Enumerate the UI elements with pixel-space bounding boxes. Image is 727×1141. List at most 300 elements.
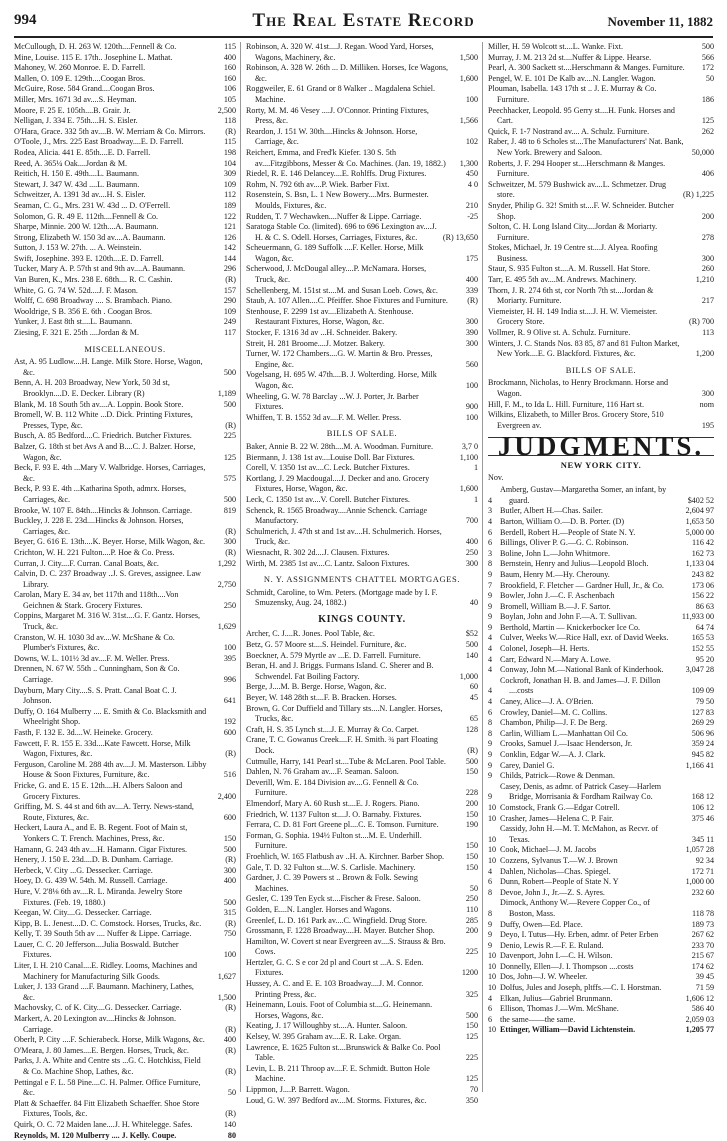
entry-text: Saratoga Stable Co. (limited). 696 to 696 Lexington av....J. H. & C. S. Odell. Horses, Carriages, Fixtures, &c. (246, 222, 437, 242)
entry-text: Lawrence, E. 1625 Fulton st....Brunswick & Balke Co. Pool Table. (246, 1042, 441, 1063)
judgment-text: Devoe, John J., Jr.—Z. S. Ayres. (500, 887, 605, 897)
entry-amount: (R) (225, 1003, 236, 1013)
list-item (246, 106, 478, 127)
entry-amount: 250 (465, 894, 478, 904)
list-item (488, 994, 714, 1005)
entry-text: Sharpe, Minnie. 200 W. 12th....A. Baumann. (14, 222, 159, 232)
entry-amount: 500 (223, 399, 236, 409)
entry-amount: 500 (701, 42, 714, 51)
entry-text: Hussey, A. C. and E. E. 103 Broadway....J. M. Connor. Printing Press, &c. (246, 979, 424, 999)
list-item (488, 1015, 714, 1026)
list-item (246, 704, 478, 725)
judgment-amount: 243 82 (691, 569, 714, 579)
judgment-amount: 586 40 (691, 1004, 714, 1014)
list-item (246, 905, 478, 916)
list-item (488, 1025, 714, 1036)
page-number: 994 (14, 12, 37, 28)
entry-text: Froehlich, W. 165 Flatbush av ..H. A. Kirchner. Barber Shop. (246, 851, 445, 861)
entry-text: Bromell, W. B. 112 White ...D. Dick. Printing Fixtures, Presses, Type, &c. (14, 410, 193, 430)
entry-text: Vogelsang, H. 695 W. 47th....B. J. Wolterding. Horse, Milk Wagon, &c. (246, 370, 437, 390)
list-item (14, 961, 236, 982)
list-item (14, 264, 236, 275)
list-item (14, 982, 236, 1003)
judgment-amount: 267 62 (691, 930, 714, 940)
list-item (14, 781, 236, 802)
list-item (14, 760, 236, 781)
entry-amount: 406 (701, 169, 714, 179)
entry-amount: (R) 700 (689, 317, 714, 327)
list-item (488, 771, 714, 782)
list-item (488, 42, 714, 53)
list-item (488, 750, 714, 761)
list-item (14, 1131, 236, 1141)
entry-text: Kortlang, J. 29 Macdougal....J. Decker and ano. Grocery Fixtures, Horse, Wagon, &c. (246, 473, 430, 494)
list-item (246, 1043, 478, 1064)
judgment-text: Caney, Alice—J. A. O'Brien. (500, 697, 594, 707)
list-item (246, 42, 478, 63)
entry-text: Robinson, A. 328 W. 26th ... D. Milliken. Horses, Ice Wagons, &c. (246, 63, 448, 83)
judgment-amount: 5,000 00 (685, 527, 714, 537)
list-item (14, 1099, 236, 1120)
list-item (488, 570, 714, 581)
list-item (488, 378, 714, 399)
entry-amount: 144 (223, 253, 236, 263)
entry-amount: 125 (701, 116, 714, 126)
list-item (488, 867, 714, 878)
judgment-text: Elkan, Julius—Gabriel Brunmann. (500, 993, 613, 1003)
list-item (14, 823, 236, 844)
entry-amount: 500 (465, 756, 478, 766)
entry-text: Schweitzer, A. 1391 3d av....H. S. Eisler. (14, 190, 146, 200)
entry-amount: 450 (465, 169, 478, 179)
entry-amount: 315 (223, 908, 236, 918)
entry-amount: 1,210 (695, 275, 714, 285)
list-item (14, 127, 236, 138)
judgment-text: Dunn, Robert—People of State N. Y (500, 877, 619, 887)
list-item (14, 548, 236, 559)
entry-amount: 1,100 (459, 452, 478, 462)
entry-amount: 1,200 (695, 349, 714, 359)
list-item (14, 53, 236, 64)
list-item (14, 286, 236, 297)
judgment-text: Berdell, Robert H.—People of State N. Y. (500, 527, 636, 537)
entry-text: Wilkins, Elizabeth, to Miller Bros. Grocery Store, 510 Evergreen av. (488, 410, 664, 430)
entry-amount: 260 (701, 264, 714, 274)
judgments-subheading: NEW YORK CITY. (560, 459, 642, 470)
section-heading: BILLS OF SALE. (326, 428, 398, 439)
entry-text: Van Buren, K., Mrs. 238 E. 68th.... R. C. Cashin. (14, 275, 173, 285)
judgment-day: 9 (488, 760, 493, 770)
entry-amount: 500 (465, 1010, 478, 1020)
judgment-text: Boline, John L.—John Whitmore. (500, 548, 611, 558)
judgment-text: Comstock, Frank G.—Edgar Cotrell. (500, 802, 620, 812)
list-item (488, 328, 714, 339)
judgment-text: Bowler, John J.—C. F. Aschenbach (500, 591, 615, 601)
entry-amount: 110 (466, 904, 478, 914)
issue-date: November 11, 1882 (607, 14, 713, 29)
list-item (488, 697, 714, 708)
entry-amount: (R) (225, 126, 236, 136)
entry-amount: (R) (467, 746, 478, 755)
judgment-text: the same——the same. (500, 1014, 576, 1024)
entry-text: Griffing, M. S. 44 st and 6th av....A. Terry. News-stand, Route, Fixtures, &c. (14, 802, 194, 822)
entry-text: Riedel, R. E. 146 Delancey....E. Rohlffs. Drug Fixtures. (246, 169, 427, 179)
entry-amount: 142 (223, 243, 236, 253)
entry-text: Greenlef, L. D. 161 Park av....C. Wingfield. Drug Store. (246, 915, 428, 925)
list-item (14, 378, 236, 399)
entry-amount: 575 (223, 473, 236, 483)
judgment-day: 6 (488, 538, 493, 548)
entry-text: Wheeling, G. W. 78 Barclay ...W. J. Porter, Jr. Barber Fixtures. (246, 391, 419, 412)
entry-amount: 300 (223, 537, 236, 547)
judgment-day: 4 (488, 633, 493, 643)
list-item (14, 887, 236, 908)
list-item (488, 528, 714, 539)
entry-amount: 150 (465, 1021, 478, 1031)
list-item (246, 148, 478, 169)
list-item (14, 307, 236, 318)
list-item (488, 983, 714, 994)
judgment-amount: 156 22 (691, 591, 714, 601)
entry-amount: 45 (469, 693, 478, 703)
entry-text: Drennen, N. 67 W. 55th .. Cunningham, Son & Co. Carriage. (14, 664, 180, 685)
entry-text: Levin, L. B. 211 Throop av....F. E. Schmidt. Button Hole Machine. (246, 1063, 430, 1084)
list-item (14, 95, 236, 106)
list-item (488, 137, 714, 158)
entry-amount: 70 (469, 1085, 478, 1094)
entry-text: Brown, G. Cor Duffield and Tillary sts....N. Langler. Horses, Trucks, &c. (246, 703, 443, 724)
list-item (14, 84, 236, 95)
list-item (14, 328, 236, 339)
entry-amount: 1,000 (459, 671, 478, 681)
entry-amount: 996 (223, 675, 236, 685)
list-item (246, 629, 478, 640)
section-heading: N. Y. ASSIGNMENTS CHATTEL MORTGAGES. (263, 574, 461, 585)
list-item (14, 1078, 236, 1099)
list-item (14, 106, 236, 117)
entry-text: Archer, C. J....R. Jones. Pool Table, &c. (246, 629, 375, 639)
entry-amount: 249 (223, 317, 236, 327)
judgment-day: 10 (488, 961, 497, 971)
page-header (14, 12, 713, 34)
entry-text: Elmendorf, Mary A. 60 Rush st....E. J. Rogers. Piano. (246, 798, 420, 808)
entry-text: Rorty, M. M. 46 Vesey ....J. O'Connor. Printing Fixtures, Press, &c. (246, 105, 429, 126)
entry-amount: 217 (701, 296, 714, 306)
list-item (246, 831, 478, 852)
judgment-day: 4 (488, 495, 493, 505)
entry-amount: 225 (465, 947, 478, 957)
list-item (488, 676, 714, 697)
judgment-text: Crasher, James—Helena C. P. Fair. (500, 813, 614, 823)
entry-text: Reitich, H. 150 E. 49th....L. Baumann. (14, 169, 139, 179)
entry-text: Gesler, C. 139 Ten Eyck st....Fischer & Frese. Saloon. (246, 894, 421, 904)
entry-amount: (R) (225, 918, 236, 928)
list-item (488, 591, 714, 602)
list-item (14, 296, 236, 307)
entry-amount: 400 (223, 52, 236, 62)
entry-text: Heinemann, Louis. Foot of Columbia st....G. Heinemann. Horses, Wagons, &c. (246, 1000, 433, 1020)
entry-text: O'Hara, Grace. 332 5th av....B. W. Merriam & Co. Mirrors. (14, 126, 206, 136)
judgment-amount: 71 59 (695, 983, 714, 993)
judgment-text: Ellison, Thomas J.—Wm. McShane. (500, 1004, 619, 1014)
judgment-day: 4 (488, 866, 493, 876)
judgment-amount: 79 50 (695, 697, 714, 707)
judgment-amount: 1,133 04 (685, 559, 714, 569)
list-item (14, 1014, 236, 1035)
entry-amount: 228 (465, 788, 478, 798)
entry-amount: 100 (223, 643, 236, 653)
judgment-text: Conklin, Edgar W.—A. J. Clark. (500, 750, 606, 759)
list-item (246, 799, 478, 810)
entry-amount: 65 (469, 714, 478, 724)
entry-amount: (R) (225, 749, 236, 759)
entry-text: McCullough, D. H. 263 W. 120th....Fennell & Co. (14, 42, 177, 51)
entry-amount: (R) (467, 296, 478, 306)
judgment-text: Donnelly, Ellen—J. I. Thompson ....costs (500, 961, 634, 971)
list-item (14, 212, 236, 223)
entry-text: Busch, A. 85 Bedford....C. Friedrich. Butcher Fixtures. (14, 431, 192, 441)
entry-amount: 350 (465, 1095, 478, 1105)
entry-text: Brooke, W. 107 E. 84th....Hincks & Johnson. Carriage. (14, 505, 193, 515)
list-item (14, 1056, 236, 1077)
judgment-text: Baum, Henry M.—Hy. Cherouny. (500, 569, 610, 579)
list-item (14, 222, 236, 233)
list-item (246, 548, 478, 559)
entry-amount: 400 (223, 876, 236, 886)
entry-text: Loud, G. W. 397 Bedford av....M. Storms. Fixtures, &c. (246, 1095, 427, 1105)
list-item (246, 1021, 478, 1032)
entry-text: Pettingal e F. L. 58 Pine....C. H. Palmer. Office Furniture, &c. (14, 1077, 201, 1098)
entry-text: Moore, F. 25 E. 105th....B. Grair. Jr. (14, 105, 131, 115)
entry-text: Friedrich, W. 1137 Fulton st....J. O. Barnaby. Fixtures. (246, 809, 422, 819)
list-item (14, 42, 236, 53)
entry-text: Pengel, W. E. 101 De Kalb av....N. Langler. Wagon. (488, 73, 656, 83)
entry-text: Hure, V. 2'8⅛ 6th av....R. L. Miranda. Jewelry Store Fixtures. (Feb. 19, 1880.) (14, 886, 183, 907)
header-rule (14, 36, 713, 38)
entry-amount: 122 (223, 211, 236, 221)
entry-amount: 50,000 (691, 147, 714, 157)
list-item (246, 958, 478, 979)
entry-text: Machovsky, C. of K. City....G. Dessecker. Carriage. (14, 1003, 182, 1013)
judgment-amount: 1,000 00 (685, 877, 714, 887)
list-item (14, 254, 236, 265)
judgment-amount: 1,205 77 (685, 1025, 714, 1035)
entry-text: Ast, A. 95 Ludlow....H. Lange. Milk Store. Horse, Wagon, &c. (14, 357, 203, 377)
judgment-day: 3 (488, 548, 493, 558)
entry-amount: 106 (223, 84, 236, 94)
judgment-day: 4 (488, 644, 493, 654)
entry-text: Thorn, J. R. 274 6th st, cor North 7th st....Jordan & Moriarty. Furniture. (488, 285, 654, 306)
entry-amount: 400 (465, 275, 478, 285)
judgment-text: Crowley, Daniel—M. C. Collins. (500, 707, 608, 717)
list-item (488, 559, 714, 570)
list-item (246, 1064, 478, 1085)
list-item (488, 53, 714, 64)
judgment-amount: 95 20 (695, 654, 714, 664)
entry-text: Scheuermann, G. 189 Suffolk ....F. Keller. Horse, Milk Wagon, &c. (246, 243, 424, 263)
entry-amount: 109 (223, 179, 236, 189)
judgment-day: 9 (488, 771, 493, 781)
entry-amount: 1,300 (459, 158, 478, 168)
list-item (14, 559, 236, 570)
entry-text: Miller, H. 59 Wolcott st....L. Wanke. Fixt. (488, 42, 623, 51)
list-item (246, 392, 478, 413)
entry-text: Beck, P. 93 E. 4th ...Katharina Spoth, admrx. Horses, Carriages, &c. (14, 484, 186, 504)
entry-text: Cutmulle, Harry, 141 Pearl st....Tube & McLaren. Pool Table. (246, 756, 446, 766)
judgment-text: Cook, Michael—J. M. Jacobs (500, 845, 597, 855)
entry-text: Boeckner, A. 579 Myrtle av ...E. D. Farrell. Furniture. (246, 650, 421, 660)
list-item (14, 63, 236, 74)
entry-text: Fawcett, F. R. 155 E. 33d....Kate Fawcett. Horse, Milk Wagon, Fixtures, &c. (14, 738, 191, 759)
judgment-text: Dos, John—J. W. Wheeler. (500, 972, 588, 982)
judgment-text: Dolfus, Jules and Joseph, pltffs.—C. I. Horstman. (500, 983, 662, 993)
entry-text: Dahlen, N. 76 Graham av....F. Seaman. Saloon. (246, 767, 399, 777)
list-item (14, 908, 236, 919)
list-item (14, 180, 236, 191)
entry-text: Wiesnacht, R. 302 2d....J. Clausen. Fixtures. (246, 547, 390, 557)
entry-amount: 2,400 (217, 791, 236, 801)
entry-text: Wirth, M. 2385 1st av....C. Lantz. Saloon Fixtures. (246, 558, 410, 568)
entry-text: Tucker, Mary A. P. 57th st and 9th av....A. Baumann. (14, 264, 186, 274)
judgment-text: Dahlen, Nicholas—Chas. Spiegel. (500, 866, 611, 876)
list-item (488, 962, 714, 973)
judgments-heading: JUDGMENTS. (488, 437, 714, 456)
entry-amount: 175 (465, 253, 478, 263)
list-item (246, 1032, 478, 1043)
entry-text: Keating, J. 17 Willoughby st....A. Hunter. Saloon. (246, 1021, 408, 1031)
judgment-amount: 345 11 (692, 834, 714, 844)
judgment-day: 10 (488, 802, 497, 812)
list-item (488, 63, 714, 74)
judgment-day: 8 (488, 728, 493, 738)
entry-text: Corell, V. 1350 1st av....C. Leck. Butcher Fixtures. (246, 463, 410, 473)
entry-amount: 500 (223, 897, 236, 907)
entry-amount: 300 (465, 317, 478, 327)
judgment-amount: $402 52 (687, 495, 714, 505)
judgment-day: 10 (488, 813, 497, 823)
entry-amount: 195 (701, 420, 714, 430)
judgment-text: Cockroft, Jonathan H. B. and James—J. F. Dillon ....costs (500, 675, 661, 696)
entry-text: Raber, J. 48 to 6 Scholes st....The Manufacturers' Nat. Bank, New York. Brewery and Saloon. (488, 137, 684, 157)
list-item (488, 739, 714, 750)
list-item (488, 549, 714, 560)
judgment-day: 9 (488, 622, 493, 632)
list-item (488, 951, 714, 962)
column-1 (14, 42, 236, 1140)
entry-amount: 140 (223, 1119, 236, 1129)
entry-amount: 1 (473, 463, 478, 473)
entry-amount: 819 (223, 505, 236, 515)
judgment-text: Bromell, William B.—J. F. Sartor. (500, 601, 611, 611)
entry-amount: (R) 13,650 (442, 232, 478, 242)
column-2 (246, 42, 478, 1105)
entry-amount: 113 (702, 328, 714, 338)
list-item (488, 1004, 714, 1015)
entry-amount: 1,292 (217, 558, 236, 568)
entry-text: Fasth, F. 132 E. 3d....W. Heineke. Grocery. (14, 728, 153, 737)
list-item (14, 169, 236, 180)
judgment-day: 8 (488, 559, 493, 569)
entry-text: Vollmer, R. 9 Olive st. A. Schulz. Furniture. (488, 328, 631, 338)
entry-amount: 225 (465, 1053, 478, 1063)
entry-text: Whiffen, T. B. 1552 3d av....F. M. Weller. Press. (246, 412, 402, 422)
entry-amount: 117 (224, 328, 236, 338)
entry-text: Lippmon, J....P. Barrett. Wagon. (246, 1085, 350, 1094)
list-item (488, 888, 714, 899)
list-item (14, 664, 236, 685)
entry-text: Miller, Mrs. 1671 3d av....S. Heyman. (14, 94, 137, 104)
list-item (488, 877, 714, 888)
judgment-amount: 945 82 (691, 750, 714, 759)
entry-amount: (R) (225, 1045, 236, 1055)
entry-amount: 150 (465, 851, 478, 861)
list-item (488, 201, 714, 222)
judgment-day: 4 (488, 665, 493, 675)
section-heading: BILLS OF SALE. (565, 364, 637, 375)
entry-text: Wooldrige, S B. 356 E. 6th . Coogan Bros. (14, 306, 153, 316)
list-item (488, 538, 714, 549)
entry-amount: 2,750 (217, 579, 236, 589)
list-item (14, 233, 236, 244)
entry-amount: 300 (465, 558, 478, 568)
entry-text: Calvin, D. C. 237 Broadway ..J. S. Greves, assignee. Law Library. (14, 569, 202, 589)
entry-text: Schenck, R. 1565 Broadway....Annie Schenck. Carriage Manufactory. (246, 505, 428, 526)
list-item (488, 665, 714, 676)
list-item (488, 612, 714, 623)
judgment-day: 9 (488, 792, 493, 802)
entry-amount: 4 0 (467, 179, 478, 189)
entry-amount: (R) (225, 420, 236, 430)
list-item (488, 106, 714, 127)
judgment-text: Casey, Denis, as admr. of Patrick Casey—Harlem Bridge, Morrisania & Fordham Railway Co. (500, 781, 662, 802)
entry-text: Seaman, C. G., Mrs. 231 W. 43d ... D. O'Ferrell. (14, 200, 171, 210)
entry-amount: 641 (223, 696, 236, 706)
entry-amount: (R) (225, 1109, 236, 1119)
judgment-day: 10 (488, 855, 497, 865)
entry-text: Ferguson, Caroline M. 288 4th av....J. M. Masterson. Libby House & Soon Fixtures, Furniture, &c. (14, 759, 207, 780)
entry-amount: 150 (465, 809, 478, 819)
entry-amount: 128 (465, 724, 478, 734)
list-item (14, 431, 236, 442)
entry-amount: 100 (465, 94, 478, 104)
list-item (246, 693, 478, 704)
list-item (246, 370, 478, 391)
judgment-text: Brookfield, F. Fletcher — Gardner Hull, Jr., & Co. (500, 580, 664, 590)
entry-text: Fricke, G. and E. 15 E. 12th....H. Albers Saloon and Grocery Fixtures. (14, 780, 183, 801)
list-item (246, 463, 478, 474)
list-item (488, 400, 714, 411)
judgment-text: Carr, Edward N.—Mary A. Lowe. (500, 654, 611, 664)
judgment-day: 4 (488, 993, 493, 1003)
entry-amount: 40 (469, 598, 478, 608)
list-item (246, 264, 478, 285)
list-item (246, 495, 478, 506)
judgment-amount: 116 42 (692, 538, 714, 548)
list-item (246, 778, 478, 799)
list-item (488, 729, 714, 740)
list-item (246, 1000, 478, 1021)
column-divider (240, 42, 241, 1092)
entry-text: Coppins, Margaret M. 316 W. 31st....G. F. Gantz. Horses, Truck, &c. (14, 611, 201, 632)
list-item (488, 506, 714, 517)
list-item (14, 1035, 236, 1046)
list-item (14, 707, 236, 728)
list-item (488, 339, 714, 360)
entry-amount: 278 (701, 232, 714, 242)
entry-amount: (R) (225, 547, 236, 557)
entry-amount: 150 (223, 833, 236, 843)
list-item (488, 803, 714, 814)
